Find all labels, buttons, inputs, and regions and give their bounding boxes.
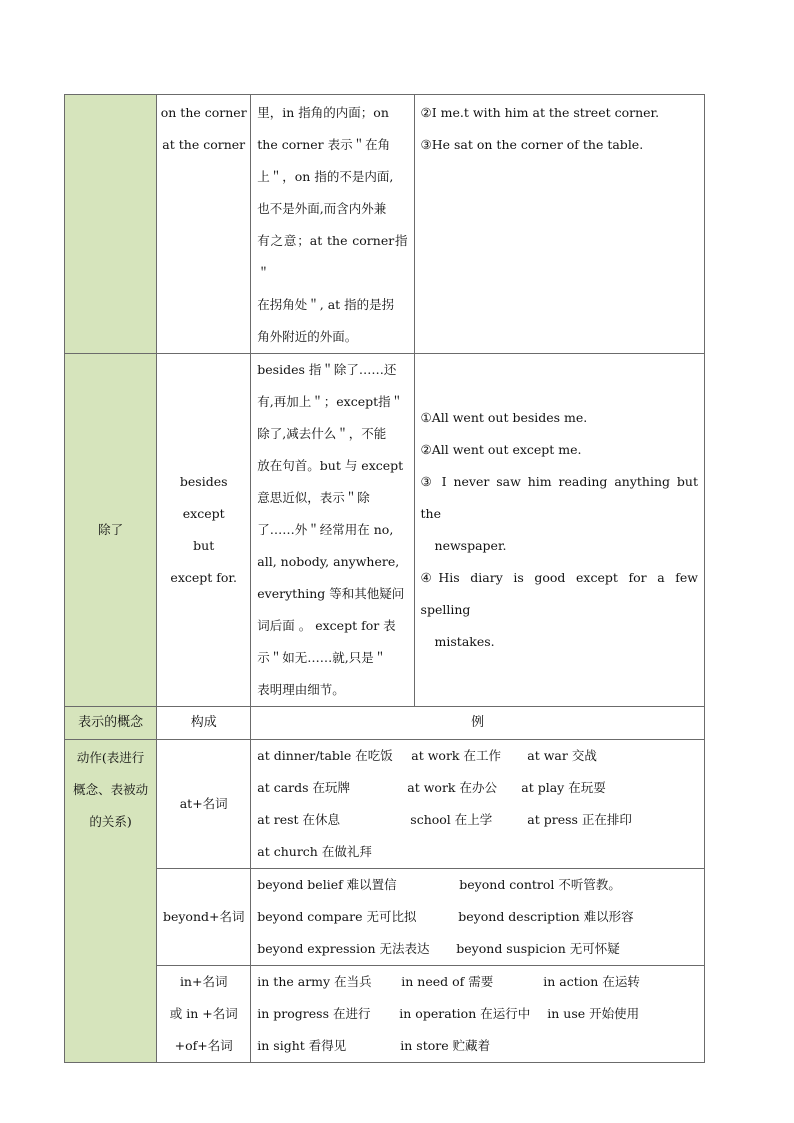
example-sentence: ②All went out except me. xyxy=(420,442,582,457)
phrase-item: at rest 在休息 xyxy=(257,812,341,827)
phrase-item: in store 贮藏着 xyxy=(400,1038,491,1053)
explanation-line: 词后面 。 except for 表 xyxy=(257,618,396,633)
phrase-item: in action 在运转 xyxy=(543,974,640,989)
phrase-line xyxy=(257,740,698,772)
phrase-line xyxy=(257,869,698,901)
phrase-item: at work 在工作 xyxy=(411,748,501,763)
phrase-item: school 在上学 xyxy=(410,812,493,827)
phrase-item: at war 交战 xyxy=(527,748,597,763)
phrase-line xyxy=(257,772,698,804)
example-sentence: ③He sat on the corner of the table. xyxy=(420,137,644,152)
table-header-row xyxy=(65,707,705,740)
explanation-line: 示＂如无……就,只是＂ xyxy=(257,650,387,665)
phrase-line xyxy=(257,966,698,998)
phrase-item: beyond description 难以形容 xyxy=(458,909,634,924)
phrase-line xyxy=(257,1030,698,1062)
phrase-cell-corner xyxy=(157,95,251,354)
explanation-line: 角外附近的外面。 xyxy=(257,329,358,344)
explanation-line: 意思近似，表示＂除 xyxy=(257,490,370,505)
phrase-line xyxy=(257,901,698,933)
phrase-line xyxy=(257,933,698,965)
explanation-line: everything 等和其他疑问 xyxy=(257,586,405,601)
structure-line: in+名词 xyxy=(179,974,228,989)
phrase-item: beyond expression 无法表达 xyxy=(257,941,430,956)
phrase-item: in use 开始使用 xyxy=(547,1006,640,1021)
phrase: on the corner xyxy=(160,105,247,120)
explanation-cell-corner xyxy=(251,95,414,354)
structure-cell-beyond: beyond+名词 xyxy=(157,869,251,966)
header-structure: 构成 xyxy=(157,707,251,740)
structure-cell-in xyxy=(157,966,251,1063)
explanation-line: 了……外＂经常用在 no, xyxy=(257,522,394,537)
table-row-except xyxy=(65,354,705,707)
phrase-item: in operation 在运行中 xyxy=(399,1006,531,1021)
table-row-beyond xyxy=(65,869,705,966)
explanation-line: 有之意；at the corner指＂ xyxy=(257,233,408,280)
phrase-item: in need of 需要 xyxy=(401,974,494,989)
phrase-item: at dinner/table 在吃饭 xyxy=(257,748,393,763)
explanation-line: 放在句首。but 与 except xyxy=(257,458,404,473)
explanation-line: 表明理由细节。 xyxy=(257,682,345,697)
structure-cell-at: at+名词 xyxy=(157,740,251,869)
structure-line: +of+名词 xyxy=(174,1038,233,1053)
phrase-item: at church 在做礼拜 xyxy=(257,844,372,859)
phrase-item: at play 在玩耍 xyxy=(521,780,606,795)
examples-cell-at xyxy=(251,740,705,869)
explanation-line: 在拐角处＂, at 指的是拐 xyxy=(257,297,395,312)
category-cell-except: 除了 xyxy=(65,354,157,707)
explanation-line: 也不是外面,而含内外兼 xyxy=(257,201,387,216)
category-line: 动作(表进行 xyxy=(76,750,145,765)
phrase-item: beyond belief 难以置信 xyxy=(257,877,397,892)
example-sentence-continued: mistakes. xyxy=(434,634,495,649)
phrase-item: at work 在办公 xyxy=(407,780,497,795)
examples-cell-corner xyxy=(414,95,704,354)
grammar-table xyxy=(64,94,705,1063)
example-sentence: ③ I never saw him reading anything but the xyxy=(420,474,698,521)
phrase: except for. xyxy=(170,570,237,585)
category-line: 概念、表被动 xyxy=(73,782,149,797)
phrase-item: beyond suspicion 无可怀疑 xyxy=(456,941,620,956)
explanation-line: 有,再加上＂；except指＂ xyxy=(257,394,404,409)
explanation-line: the corner 表示＂在角 xyxy=(257,137,391,152)
explanation-line: 里，in 指角的内面；on xyxy=(257,105,389,120)
examples-cell-beyond xyxy=(251,869,705,966)
explanation-line: besides 指＂除了……还 xyxy=(257,362,397,377)
category-line: 的关系) xyxy=(89,814,132,829)
explanation-line: 除了,减去什么＂，不能 xyxy=(257,426,387,441)
structure-line: 或 in +名词 xyxy=(169,1006,238,1021)
example-sentence-continued: newspaper. xyxy=(434,538,507,553)
header-concept: 表示的概念 xyxy=(65,707,157,740)
explanation-cell-except xyxy=(251,354,414,707)
phrase: at the corner xyxy=(162,137,246,152)
phrase-line xyxy=(257,998,698,1030)
phrase-line xyxy=(257,804,698,836)
examples-cell-in xyxy=(251,966,705,1063)
phrase-item: beyond control 不听管教。 xyxy=(459,877,621,892)
phrase-item: in sight 看得见 xyxy=(257,1038,347,1053)
example-sentence: ①All went out besides me. xyxy=(420,410,588,425)
phrase-item: at press 正在排印 xyxy=(527,812,632,827)
phrase-item: in the army 在当兵 xyxy=(257,974,372,989)
phrase-item: in progress 在进行 xyxy=(257,1006,371,1021)
phrase-line xyxy=(257,836,698,868)
phrase: but xyxy=(193,538,215,553)
header-example: 例 xyxy=(251,707,705,740)
example-sentence: ④His diary is good except for a few spelling xyxy=(420,570,698,617)
category-cell-action xyxy=(65,740,157,1063)
table-row-corner xyxy=(65,95,705,354)
phrase-item: at cards 在玩牌 xyxy=(257,780,351,795)
explanation-line: 上＂，on 指的不是内面, xyxy=(257,169,394,184)
example-sentence: ②I me.t with him at the street corner. xyxy=(420,105,660,120)
phrase: except xyxy=(182,506,225,521)
examples-cell-except xyxy=(414,354,704,707)
table-row-in xyxy=(65,966,705,1063)
explanation-line: all, nobody, anywhere, xyxy=(257,554,400,569)
phrase: besides xyxy=(179,474,228,489)
phrase-cell-except xyxy=(157,354,251,707)
phrase-item: beyond compare 无可比拟 xyxy=(257,909,417,924)
table-row-at xyxy=(65,740,705,869)
category-cell-empty xyxy=(65,95,157,354)
